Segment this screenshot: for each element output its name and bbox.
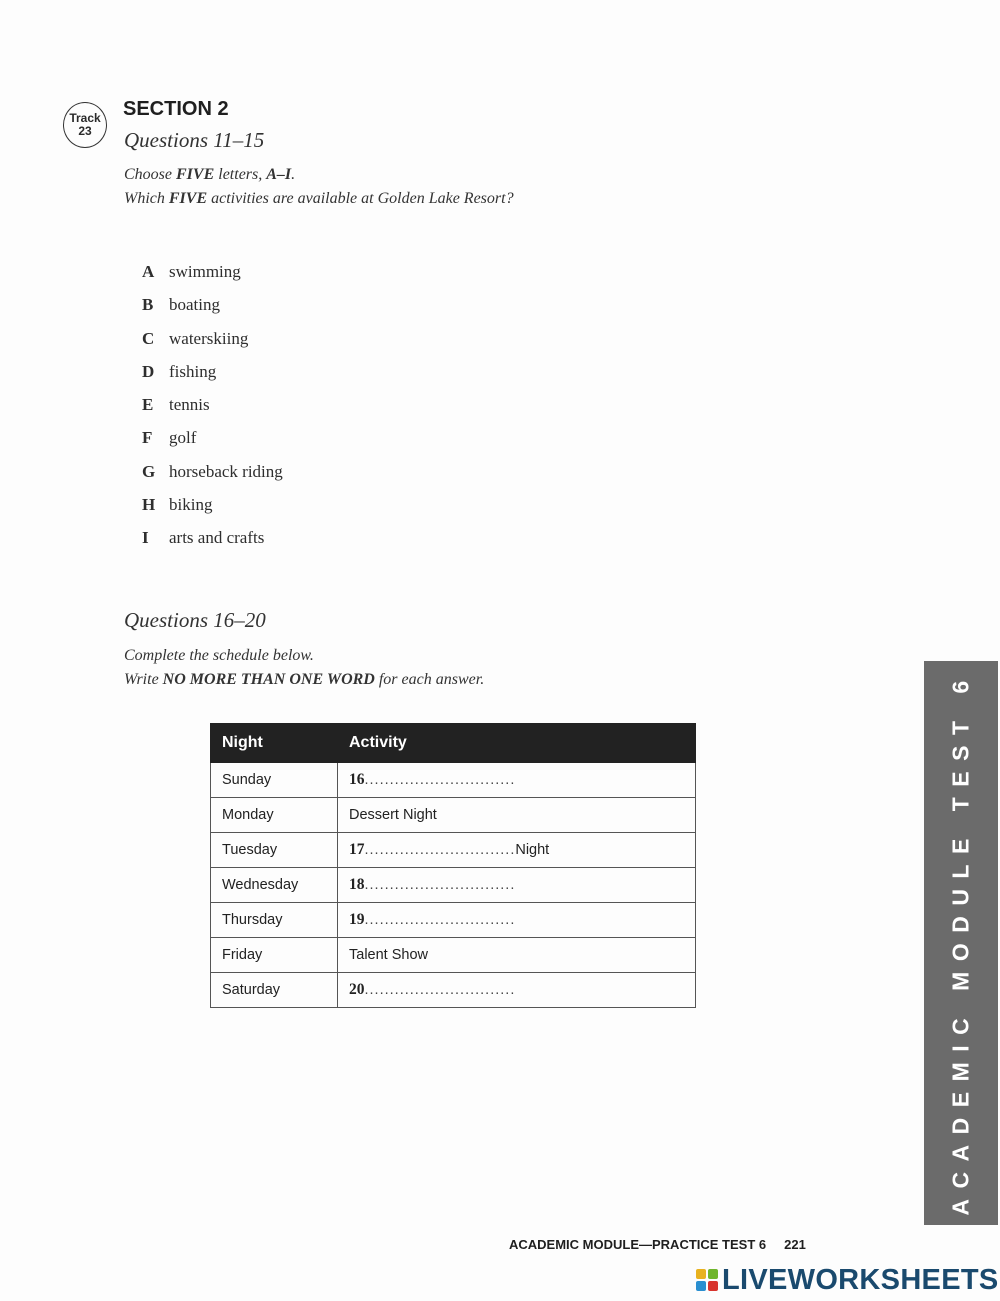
- question-number: 20: [349, 981, 365, 998]
- page-number: 221: [784, 1237, 806, 1252]
- option-text: biking: [169, 495, 213, 515]
- activity-cell: [338, 868, 696, 903]
- track-number: 23: [78, 124, 92, 138]
- schedule-table: [210, 723, 696, 1008]
- activity-suffix: Night: [515, 842, 550, 858]
- answer-blank[interactable]: ..............................: [364, 877, 516, 893]
- question-number: 16: [349, 771, 365, 788]
- option-letter: I: [142, 528, 149, 548]
- option-item: [142, 262, 283, 295]
- option-text: golf: [169, 428, 197, 448]
- brand-square-icon: [696, 1281, 706, 1291]
- night-cell: Friday: [211, 938, 338, 973]
- option-item: [142, 395, 283, 428]
- activity-cell: [338, 938, 696, 973]
- brand-icon: [696, 1269, 718, 1291]
- part2-instruction-2: Write NO MORE THAN ONE WORD for each answer.: [124, 671, 485, 688]
- table-row: [211, 833, 696, 868]
- night-cell: Sunday: [211, 763, 338, 798]
- activity-text: Dessert Night: [349, 807, 437, 823]
- option-letter: A: [142, 262, 155, 281]
- option-text: boating: [169, 295, 220, 315]
- part1-instruction-1: Choose FIVE letters, A–I.: [124, 166, 296, 183]
- running-title: ACADEMIC MODULE—PRACTICE TEST 6: [509, 1237, 767, 1252]
- option-letter: H: [142, 495, 156, 515]
- option-text: swimming: [169, 262, 241, 281]
- answer-blank[interactable]: ..............................: [364, 842, 516, 858]
- option-letter: E: [142, 395, 154, 415]
- side-tab: [924, 661, 998, 1225]
- option-item: [142, 495, 283, 528]
- table-row: [211, 868, 696, 903]
- option-item: [142, 528, 283, 561]
- option-item: [142, 329, 283, 362]
- activity-text: Talent Show: [349, 947, 428, 963]
- activity-cell: [338, 763, 696, 798]
- answer-blank[interactable]: ..............................: [364, 912, 516, 928]
- activity-cell: [338, 903, 696, 938]
- answer-blank[interactable]: ..............................: [364, 982, 516, 998]
- part2-instruction-1: Complete the schedule below.: [124, 647, 314, 664]
- option-letter: C: [142, 328, 155, 348]
- table-header-row: [211, 724, 696, 763]
- activity-cell: [338, 798, 696, 833]
- table-row: [211, 763, 696, 798]
- option-text: arts and crafts: [169, 528, 265, 548]
- brand-logo: [696, 1264, 999, 1296]
- option-item: [142, 428, 283, 461]
- option-letter: D: [142, 361, 155, 381]
- side-tab-label: ACADEMIC MODULE TEST 6: [947, 670, 974, 1216]
- option-text: waterskiing: [169, 328, 249, 348]
- table-row: [211, 798, 696, 833]
- track-badge: [63, 102, 107, 148]
- option-letter: F: [142, 428, 153, 448]
- night-cell: Tuesday: [211, 833, 338, 868]
- questions-11-15-heading: Questions 11–15: [124, 128, 265, 152]
- questions-16-20-heading: Questions 16–20: [124, 608, 266, 632]
- table-row: [211, 903, 696, 938]
- option-text: tennis: [169, 395, 210, 415]
- option-item: [142, 462, 283, 495]
- section-title: SECTION 2: [123, 98, 229, 120]
- option-letter: G: [142, 461, 156, 481]
- question-number: 19: [349, 911, 365, 928]
- table-row: [211, 973, 696, 1008]
- options-list: [142, 262, 283, 562]
- question-number: 18: [349, 876, 365, 893]
- brand-square-icon: [696, 1269, 706, 1279]
- table-row: [211, 938, 696, 973]
- option-letter: B: [142, 295, 154, 315]
- question-number: 17: [349, 841, 365, 858]
- brand-square-icon: [708, 1269, 718, 1279]
- option-text: fishing: [169, 361, 217, 381]
- night-cell: Wednesday: [211, 868, 338, 903]
- brand-name: LIVEWORKSHEETS: [722, 1263, 999, 1296]
- header-night: Night: [211, 724, 338, 763]
- track-label: Track: [69, 111, 101, 125]
- answer-blank[interactable]: ..............................: [364, 772, 516, 788]
- activity-cell: [338, 973, 696, 1008]
- activity-cell: [338, 833, 696, 868]
- night-cell: Monday: [211, 798, 338, 833]
- night-cell: Thursday: [211, 903, 338, 938]
- part1-instruction-2: Which FIVE activities are available at Golden Lake Resort?: [124, 190, 514, 207]
- page-footer: [509, 1237, 806, 1252]
- brand-square-icon: [708, 1281, 718, 1291]
- option-item: [142, 295, 283, 328]
- option-item: [142, 362, 283, 395]
- night-cell: Saturday: [211, 973, 338, 1008]
- header-activity: Activity: [338, 724, 696, 763]
- option-text: horseback riding: [169, 461, 283, 481]
